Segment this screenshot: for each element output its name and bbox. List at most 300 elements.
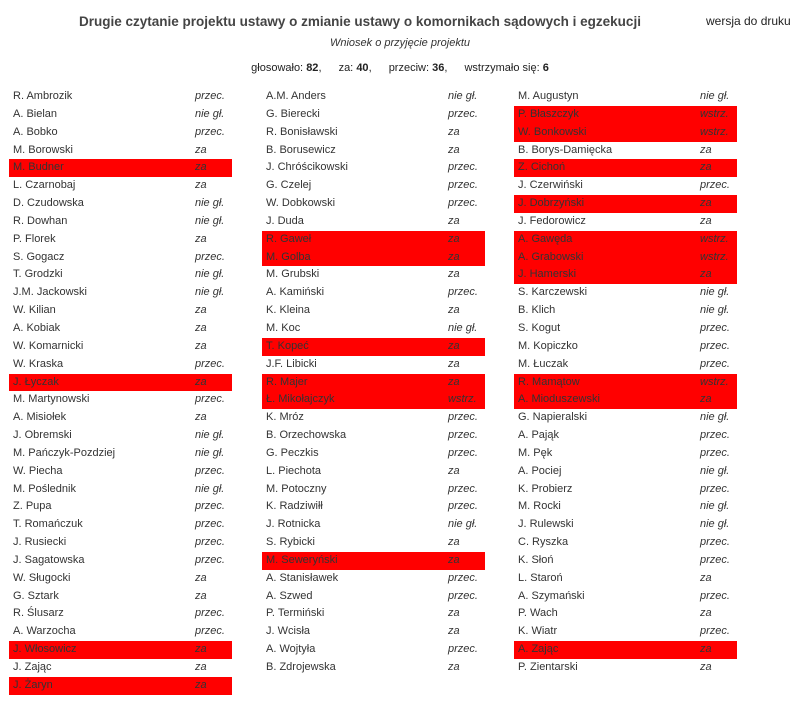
- senator-name: R. Gaweł: [266, 232, 312, 245]
- senator-name: Ł. Mikołajczyk: [266, 393, 335, 406]
- senator-vote: za: [448, 268, 460, 281]
- senator-name: T. Romańczuk: [13, 518, 83, 531]
- senator-vote: za: [448, 250, 460, 263]
- senator-row: [9, 356, 232, 374]
- senator-name: M. Łuczak: [518, 357, 569, 370]
- senator-row-highlighted: [514, 159, 737, 177]
- senator-row: [262, 534, 485, 552]
- senator-vote: nie gł.: [195, 197, 225, 210]
- senator-row: [262, 195, 485, 213]
- senator-name: W. Dobkowski: [266, 197, 336, 210]
- senator-name: L. Piechota: [266, 464, 322, 477]
- senator-row: [262, 213, 485, 231]
- senator-name: L. Staroń: [518, 571, 563, 584]
- senator-vote: przec.: [195, 518, 225, 531]
- senator-row-highlighted: [514, 106, 737, 124]
- senator-vote: przec.: [448, 411, 478, 424]
- senator-vote: wstrz.: [448, 393, 477, 406]
- senator-row: [514, 409, 737, 427]
- senator-row-highlighted: [262, 374, 485, 392]
- senator-name: A. Bielan: [13, 107, 58, 120]
- senator-row: [262, 284, 485, 302]
- senator-name: M. Koc: [266, 321, 301, 334]
- senator-name: A. Grabowski: [518, 250, 584, 263]
- senator-vote: nie gł.: [448, 518, 478, 531]
- senator-vote: za: [195, 678, 207, 691]
- senator-vote: przec.: [700, 536, 730, 549]
- senator-name: J. Włosowicz: [13, 643, 77, 656]
- senator-name: M. Kopiczko: [518, 339, 578, 352]
- senator-name: M. Pańczyk-Pozdziej: [13, 446, 116, 459]
- senator-name: J.F. Libicki: [266, 357, 317, 370]
- senator-row: [262, 427, 485, 445]
- senator-vote: nie gł.: [195, 107, 225, 120]
- senator-name: J. Duda: [266, 214, 304, 227]
- senator-vote: nie gł.: [700, 286, 730, 299]
- senator-vote: za: [448, 125, 460, 138]
- senator-vote: przec.: [448, 571, 478, 584]
- senator-vote: nie gł.: [195, 268, 225, 281]
- senator-row: [262, 641, 485, 659]
- senator-row-highlighted: [514, 124, 737, 142]
- senator-name: K. Probierz: [518, 482, 573, 495]
- senator-name: R. Bonisławski: [266, 125, 338, 138]
- senator-name: T. Kopeć: [266, 339, 309, 352]
- senator-vote: wstrz.: [700, 250, 729, 263]
- senator-row: [514, 88, 737, 106]
- senator-vote: przec.: [700, 321, 730, 334]
- senator-row: [262, 124, 485, 142]
- senator-name: A. Stanisławek: [266, 571, 339, 584]
- senator-row: [262, 88, 485, 106]
- senator-name: W. Piecha: [13, 464, 63, 477]
- senator-name: J. Fedorowicz: [518, 214, 586, 227]
- senator-name: J. Żaryn: [13, 678, 53, 691]
- senator-name: M. Golba: [266, 250, 311, 263]
- senator-row: [9, 284, 232, 302]
- senator-vote: przec.: [448, 482, 478, 495]
- senator-name: J. Hamerski: [518, 268, 577, 281]
- senator-vote: za: [195, 321, 207, 334]
- senator-name: S. Kogut: [518, 321, 561, 334]
- voted-summary: głosowało: 82,: [251, 62, 322, 74]
- senator-row: [9, 177, 232, 195]
- senator-row: [514, 320, 737, 338]
- senator-row: [514, 142, 737, 160]
- senator-row: [9, 409, 232, 427]
- senator-row: [262, 159, 485, 177]
- senator-name: P. Florek: [13, 232, 56, 245]
- senator-name: M. Potoczny: [266, 482, 327, 495]
- senator-row: [514, 302, 737, 320]
- senator-row: [262, 142, 485, 160]
- senator-vote: za: [448, 357, 460, 370]
- senator-vote: przec.: [195, 250, 225, 263]
- senator-vote: nie gł.: [195, 286, 225, 299]
- senator-vote: przec.: [195, 553, 225, 566]
- senator-name: K. Wiatr: [518, 625, 558, 638]
- senator-vote: za: [195, 375, 207, 388]
- senator-row: [9, 588, 232, 606]
- senator-vote: przec.: [700, 357, 730, 370]
- senator-row-highlighted: [9, 159, 232, 177]
- senator-vote: za: [448, 339, 460, 352]
- senator-name: B. Zdrojewska: [266, 661, 336, 673]
- senator-vote: przec.: [700, 179, 730, 192]
- senator-vote: nie gł.: [195, 214, 225, 227]
- senator-name: G. Sztark: [13, 589, 59, 602]
- against-count: 36: [432, 62, 445, 74]
- voted-count: 82: [306, 62, 319, 74]
- senator-vote: przec.: [448, 161, 478, 174]
- senator-row: [262, 463, 485, 481]
- senator-row-highlighted: [514, 641, 737, 659]
- senator-name: J.M. Jackowski: [13, 286, 87, 299]
- senator-row-highlighted: [262, 231, 485, 249]
- senator-name: A. Warzocha: [13, 625, 76, 638]
- senator-vote: za: [448, 304, 460, 317]
- senator-row: [9, 463, 232, 481]
- senator-row-highlighted: [262, 249, 485, 267]
- senator-name: L. Czarnobaj: [13, 179, 76, 192]
- senator-row: [9, 552, 232, 570]
- senator-vote: za: [700, 143, 712, 156]
- senator-name: G. Bierecki: [266, 107, 320, 120]
- senator-row: [514, 338, 737, 356]
- senator-name: A. Pociej: [518, 464, 562, 477]
- senator-name: A. Gawęda: [518, 232, 573, 245]
- senator-vote: przec.: [700, 429, 730, 442]
- voted-label: głosowało:: [251, 62, 304, 74]
- senator-vote: przec.: [448, 643, 478, 656]
- senator-name: S. Karczewski: [518, 286, 588, 299]
- senator-name: B. Klich: [518, 304, 556, 317]
- senator-vote: przec.: [448, 589, 478, 602]
- senator-name: C. Ryszka: [518, 536, 569, 549]
- senator-row: [514, 463, 737, 481]
- senator-vote: wstrz.: [700, 232, 729, 245]
- senator-name: M. Seweryński: [266, 553, 338, 566]
- senator-name: A.M. Anders: [266, 90, 326, 102]
- senator-vote: przec.: [195, 625, 225, 638]
- senator-name: Z. Cichoń: [518, 161, 566, 174]
- senator-vote: przec.: [448, 500, 478, 513]
- senator-name: W. Kilian: [13, 304, 56, 317]
- senator-name: J. Chróścikowski: [266, 161, 348, 174]
- senator-row: [262, 481, 485, 499]
- senator-vote: przec.: [448, 107, 478, 120]
- senator-vote: za: [195, 661, 207, 673]
- senator-vote: przec.: [195, 125, 225, 138]
- senator-row: [9, 427, 232, 445]
- senator-row: [9, 142, 232, 160]
- senator-name: J. Dobrzyński: [518, 197, 585, 210]
- senator-row: [262, 605, 485, 623]
- senator-vote: za: [195, 571, 207, 584]
- senator-vote: nie gł.: [700, 411, 730, 424]
- senator-vote: za: [700, 161, 712, 174]
- senator-name: A. Szwed: [266, 589, 313, 602]
- senator-row: [514, 498, 737, 516]
- senator-vote: za: [448, 143, 460, 156]
- senator-row: [9, 623, 232, 641]
- senator-vote: wstrz.: [700, 375, 729, 388]
- senator-vote: wstrz.: [700, 107, 729, 120]
- senator-vote: za: [700, 268, 712, 281]
- print-version-link[interactable]: wersja do druku: [706, 14, 791, 28]
- senator-row: [262, 623, 485, 641]
- senator-name: S. Rybicki: [266, 536, 315, 549]
- against-label: przeciw:: [388, 62, 430, 74]
- senator-name: A. Mioduszewski: [518, 393, 600, 406]
- senator-name: M. Budner: [13, 161, 64, 174]
- senator-row-highlighted: [262, 338, 485, 356]
- senator-name: A. Kobiak: [13, 321, 61, 334]
- abstained-label: wstrzymało się:: [464, 62, 540, 74]
- senator-row: [262, 409, 485, 427]
- senator-row: [514, 605, 737, 623]
- senator-name: B. Borys-Damięcka: [518, 143, 613, 156]
- for-count: 40: [356, 62, 369, 74]
- senator-row-highlighted: [514, 249, 737, 267]
- senator-column-2: [262, 88, 485, 677]
- senator-vote: przec.: [700, 482, 730, 495]
- senator-name: J. Obremski: [13, 429, 72, 442]
- senator-vote: za: [195, 232, 207, 245]
- senator-name: J. Łyczak: [13, 375, 59, 388]
- senator-name: A. Pająk: [518, 429, 559, 442]
- senator-row-highlighted: [9, 374, 232, 392]
- senator-row: [9, 320, 232, 338]
- senator-row-highlighted: [514, 231, 737, 249]
- senator-name: K. Radziwiłł: [266, 500, 323, 513]
- senator-name: J. Czerwiński: [518, 179, 583, 192]
- abstained-count: 6: [542, 62, 549, 74]
- senator-vote: za: [700, 393, 712, 406]
- senator-vote: za: [448, 214, 460, 227]
- senator-vote: za: [448, 375, 460, 388]
- senator-row-highlighted: [514, 374, 737, 392]
- senator-row: [9, 266, 232, 284]
- senator-row: [514, 284, 737, 302]
- senator-vote: nie gł.: [700, 304, 730, 317]
- senator-row: [9, 498, 232, 516]
- senator-name: M. Augustyn: [518, 90, 579, 102]
- senator-vote: nie gł.: [700, 500, 730, 513]
- senator-vote: za: [700, 197, 712, 210]
- senator-vote: za: [700, 214, 712, 227]
- senator-name: W. Komarnicki: [13, 339, 84, 352]
- senator-row: [262, 516, 485, 534]
- senator-name: G. Peczkis: [266, 446, 319, 459]
- senator-name: K. Słoń: [518, 553, 554, 566]
- senator-name: B. Orzechowska: [266, 429, 347, 442]
- senator-vote: przec.: [195, 464, 225, 477]
- senator-vote: przec.: [448, 197, 478, 210]
- senator-row: [262, 302, 485, 320]
- senator-vote: za: [195, 339, 207, 352]
- senator-vote: przec.: [448, 286, 478, 299]
- senator-row: [9, 88, 232, 106]
- senator-row: [9, 516, 232, 534]
- senator-row: [9, 302, 232, 320]
- senator-row: [9, 106, 232, 124]
- senator-name: M. Grubski: [266, 268, 320, 281]
- senator-name: W. Sługocki: [13, 571, 71, 584]
- senator-vote: za: [195, 304, 207, 317]
- senator-row: [9, 534, 232, 552]
- senator-vote: nie gł.: [195, 446, 225, 459]
- senator-row: [514, 623, 737, 641]
- for-label: za:: [338, 62, 354, 74]
- senator-vote: nie gł.: [195, 482, 225, 495]
- senator-vote: przec.: [195, 357, 225, 370]
- senator-name: B. Borusewicz: [266, 143, 336, 156]
- senator-name: M. Borowski: [13, 143, 73, 156]
- senator-name: R. Ślusarz: [13, 607, 64, 620]
- senator-vote: przec.: [700, 625, 730, 638]
- senator-vote: nie gł.: [700, 518, 730, 531]
- senator-name: T. Grodzki: [13, 268, 63, 281]
- against-summary: przeciw: 36,: [388, 62, 448, 74]
- senator-name: J. Wcisła: [266, 625, 310, 638]
- senator-vote: przec.: [195, 500, 225, 513]
- senator-name: R. Mamątow: [518, 375, 580, 388]
- senator-name: A. Wojtyła: [266, 643, 316, 656]
- senator-name: R. Dowhan: [13, 214, 68, 227]
- senator-name: M. Pęk: [518, 446, 553, 459]
- senator-row: [9, 195, 232, 213]
- senator-vote: przec.: [195, 90, 225, 102]
- senator-name: A. Zając: [518, 643, 559, 656]
- senator-row: [514, 213, 737, 231]
- senator-vote: za: [448, 464, 460, 477]
- senator-name: M. Poślednik: [13, 482, 76, 495]
- senator-name: P. Zientarski: [518, 661, 578, 673]
- senator-vote: za: [448, 625, 460, 638]
- senator-row: [262, 266, 485, 284]
- senator-vote: przec.: [195, 536, 225, 549]
- senator-vote: za: [195, 643, 207, 656]
- senator-vote: przec.: [448, 179, 478, 192]
- senator-name: J. Rulewski: [518, 518, 574, 531]
- senator-row-highlighted: [262, 391, 485, 409]
- senator-name: P. Termiński: [266, 607, 325, 620]
- senator-vote: za: [448, 232, 460, 245]
- senator-vote: przec.: [700, 589, 730, 602]
- senator-row: [514, 516, 737, 534]
- senator-vote: za: [195, 589, 207, 602]
- senator-row: [262, 320, 485, 338]
- senator-row: [514, 534, 737, 552]
- senator-row-highlighted: [514, 195, 737, 213]
- senator-vote: za: [195, 179, 207, 192]
- senator-row: [9, 481, 232, 499]
- senator-vote: nie gł.: [195, 429, 225, 442]
- senator-row: [9, 445, 232, 463]
- senator-row: [514, 177, 737, 195]
- senator-row: [514, 356, 737, 374]
- senator-name: J. Rusiecki: [13, 536, 67, 549]
- senator-name: J. Rotnicka: [266, 518, 321, 531]
- senator-vote: przec.: [448, 446, 478, 459]
- senator-vote: nie gł.: [700, 464, 730, 477]
- senator-name: W. Kraska: [13, 357, 64, 370]
- senator-row: [514, 427, 737, 445]
- senator-vote: nie gł.: [448, 321, 478, 334]
- senator-vote: za: [448, 553, 460, 566]
- senator-name: Z. Pupa: [13, 500, 52, 513]
- page-title: Drugie czytanie projektu ustawy o zmianie ustawy o komornikach sądowych i egzekucji: [79, 14, 641, 29]
- senator-row-highlighted: [9, 641, 232, 659]
- senator-vote: przec.: [195, 393, 225, 406]
- senator-name: D. Czudowska: [13, 197, 84, 210]
- senator-row-highlighted: [514, 266, 737, 284]
- senator-vote: za: [448, 536, 460, 549]
- senator-name: M. Martynowski: [13, 393, 90, 406]
- senator-name: W. Bonkowski: [518, 125, 587, 138]
- senator-name: J. Sagatowska: [13, 553, 85, 566]
- senator-name: M. Rocki: [518, 500, 561, 513]
- senator-vote: za: [700, 661, 712, 673]
- senator-vote: przec.: [700, 339, 730, 352]
- senator-name: S. Gogacz: [13, 250, 65, 263]
- senator-row: [9, 231, 232, 249]
- senator-row: [514, 445, 737, 463]
- senator-vote: za: [700, 607, 712, 620]
- senator-vote: przec.: [195, 607, 225, 620]
- senator-vote: za: [700, 643, 712, 656]
- senator-row: [514, 552, 737, 570]
- senator-name: R. Ambrozik: [13, 90, 73, 102]
- senator-name: A. Misiołek: [13, 411, 67, 424]
- senator-row: [262, 106, 485, 124]
- senator-row: [262, 445, 485, 463]
- senator-row: [9, 124, 232, 142]
- senator-name: G. Napieralski: [518, 411, 588, 424]
- senator-row: [514, 481, 737, 499]
- senator-row: [262, 588, 485, 606]
- senator-row: [9, 570, 232, 588]
- senator-vote: wstrz.: [700, 125, 729, 138]
- senator-column-3: [514, 88, 737, 677]
- senator-vote: nie gł.: [448, 90, 478, 102]
- senator-row: [9, 605, 232, 623]
- senator-column-1: [9, 88, 232, 695]
- senator-row: [514, 570, 737, 588]
- abstained-summary: [464, 62, 548, 74]
- senator-name: J. Zając: [13, 661, 52, 673]
- senator-row-highlighted: [9, 677, 232, 695]
- senator-name: P. Wach: [518, 607, 558, 620]
- for-summary: za: 40,: [338, 62, 372, 74]
- page-subtitle: Wniosek o przyjęcie projektu: [329, 37, 470, 49]
- senator-row: [9, 391, 232, 409]
- senator-name: A. Kamiński: [266, 286, 325, 299]
- senator-vote: nie gł.: [700, 90, 730, 102]
- senator-vote: przec.: [700, 446, 730, 459]
- senator-row: [9, 249, 232, 267]
- senator-vote: przec.: [448, 429, 478, 442]
- senator-row: [262, 659, 485, 677]
- senator-row: [262, 498, 485, 516]
- senator-name: K. Mróz: [266, 411, 304, 424]
- senator-vote: za: [700, 571, 712, 584]
- senator-row-highlighted: [262, 552, 485, 570]
- senator-vote: za: [195, 161, 207, 174]
- senator-row: [262, 356, 485, 374]
- senator-vote: za: [195, 411, 207, 424]
